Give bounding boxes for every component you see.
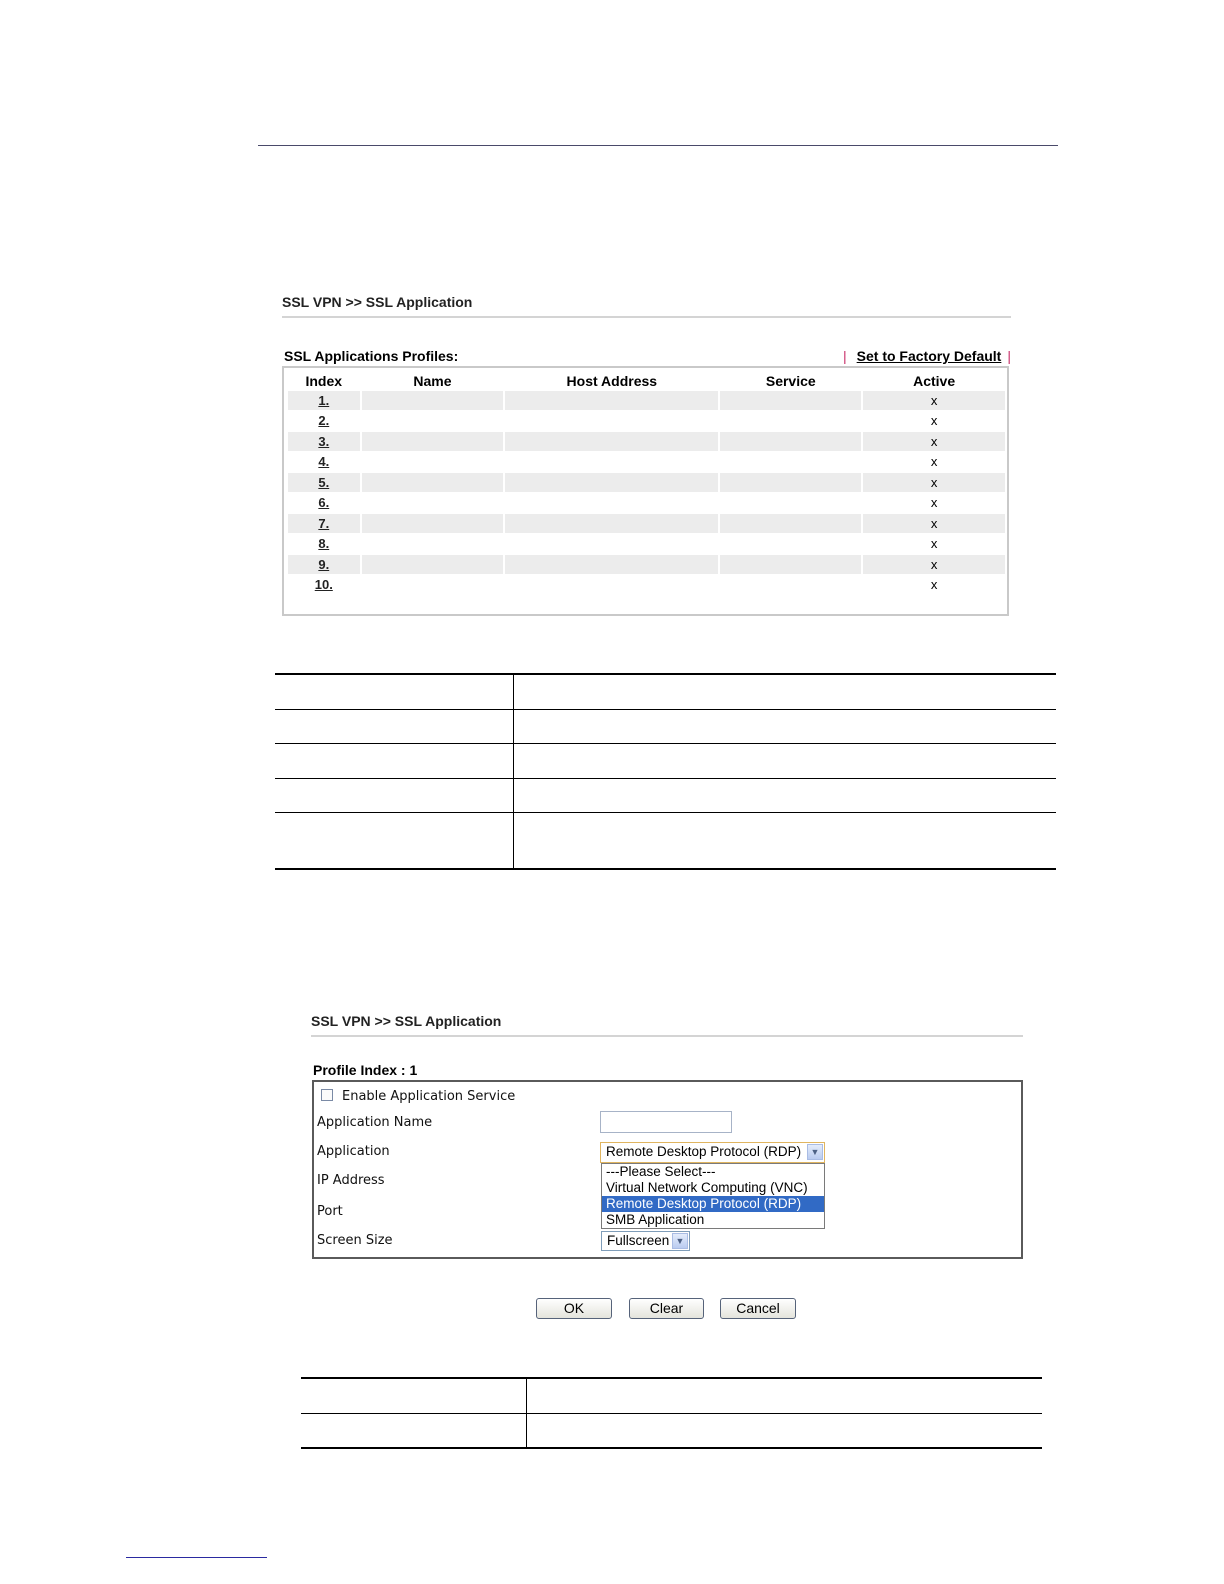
table-row bbox=[301, 1378, 1042, 1414]
cell-index bbox=[288, 494, 360, 513]
application-option-selected[interactable]: Remote Desktop Protocol (RDP) bbox=[602, 1196, 824, 1212]
profiles-table bbox=[286, 370, 1007, 596]
cell-active: x bbox=[930, 454, 938, 470]
cell-index bbox=[288, 412, 360, 431]
cell-name bbox=[362, 473, 504, 492]
cell-active: x bbox=[930, 413, 938, 429]
profile-index-link[interactable]: 2. bbox=[318, 413, 330, 429]
enable-service-checkbox[interactable] bbox=[321, 1089, 333, 1101]
cell-host bbox=[505, 432, 718, 451]
cell-host bbox=[505, 494, 718, 513]
column-header-name: Name bbox=[413, 372, 452, 389]
port-label: Port bbox=[317, 1204, 343, 1219]
description-table-2 bbox=[301, 1377, 1042, 1449]
cell-active: x bbox=[930, 577, 938, 593]
profiles-table-frame bbox=[282, 366, 1009, 616]
application-select-value: Remote Desktop Protocol (RDP) bbox=[606, 1144, 802, 1159]
cell-active: x bbox=[863, 391, 1005, 410]
enable-service-label: Enable Application Service bbox=[342, 1089, 516, 1104]
chevron-down-icon[interactable]: ▼ bbox=[807, 1144, 823, 1160]
profile-index-link[interactable]: 5. bbox=[318, 474, 330, 490]
breadcrumb: SSL VPN >> SSL Application bbox=[311, 1013, 502, 1029]
cell-host bbox=[505, 391, 718, 410]
application-option[interactable]: ---Please Select--- bbox=[606, 1164, 716, 1179]
table-row bbox=[275, 710, 1056, 744]
cell-index bbox=[288, 453, 360, 472]
cell-name bbox=[362, 514, 504, 533]
cell-name bbox=[362, 432, 504, 451]
table-row bbox=[288, 514, 1005, 533]
table-row bbox=[288, 473, 1005, 492]
ip-address-label: IP Address bbox=[317, 1173, 385, 1188]
application-select[interactable] bbox=[600, 1142, 825, 1163]
cell-active: x bbox=[863, 432, 1005, 451]
profile-index-link[interactable]: 6. bbox=[318, 495, 330, 511]
column-header-index: Index bbox=[305, 372, 343, 389]
column-header-host-address: Host Address bbox=[566, 372, 658, 389]
cell-host bbox=[505, 576, 718, 595]
profile-index-link[interactable]: 1. bbox=[318, 392, 330, 408]
description-table-1 bbox=[275, 673, 1056, 870]
table-row bbox=[288, 576, 1005, 595]
application-name-label: Application Name bbox=[317, 1115, 433, 1130]
set-factory-default-link[interactable]: Set to Factory Default bbox=[856, 348, 1002, 364]
profile-index-link[interactable]: 9. bbox=[318, 556, 330, 572]
cell-service bbox=[720, 432, 861, 451]
cell-host bbox=[505, 555, 718, 574]
cell-host bbox=[505, 514, 718, 533]
clear-button[interactable]: Clear bbox=[629, 1298, 704, 1319]
table-row bbox=[288, 432, 1005, 451]
profiles-caption: SSL Applications Profiles: bbox=[284, 348, 459, 364]
cell-service bbox=[720, 555, 861, 574]
footer-rule bbox=[126, 1557, 267, 1558]
table-row bbox=[288, 453, 1005, 472]
profile-index-link[interactable]: 8. bbox=[318, 536, 330, 552]
separator-pipe: | bbox=[1007, 348, 1011, 364]
cell-service bbox=[720, 453, 861, 472]
chevron-down-icon[interactable]: ▼ bbox=[672, 1233, 688, 1249]
cell-service bbox=[720, 535, 861, 554]
table-row bbox=[288, 555, 1005, 574]
cell-name bbox=[362, 391, 504, 410]
factory-default-area bbox=[843, 348, 1011, 364]
cell-service bbox=[720, 514, 861, 533]
profile-index-link[interactable]: 7. bbox=[318, 515, 330, 531]
table-row bbox=[275, 744, 1056, 779]
application-name-input[interactable] bbox=[600, 1111, 732, 1133]
table-row bbox=[288, 412, 1005, 431]
cell-name bbox=[362, 494, 504, 513]
cell-host bbox=[505, 453, 718, 472]
separator-pipe: | bbox=[843, 348, 847, 364]
table-row bbox=[275, 779, 1056, 813]
cell-index bbox=[288, 391, 360, 410]
application-option[interactable]: SMB Application bbox=[606, 1212, 705, 1227]
cell-host bbox=[505, 473, 718, 492]
cell-active: x bbox=[863, 473, 1005, 492]
cell-active: x bbox=[930, 536, 938, 552]
column-header-active: Active bbox=[913, 372, 956, 389]
table-row bbox=[288, 494, 1005, 513]
cancel-button[interactable]: Cancel bbox=[720, 1298, 796, 1319]
cell-service bbox=[720, 473, 861, 492]
cell-service bbox=[720, 391, 861, 410]
cell-host bbox=[505, 535, 718, 554]
profile-index-link[interactable]: 3. bbox=[318, 433, 330, 449]
page-header-rule bbox=[258, 145, 1058, 146]
cell-index bbox=[288, 576, 360, 595]
table-row bbox=[301, 1414, 1042, 1449]
table-row bbox=[275, 813, 1056, 870]
cell-active: x bbox=[863, 514, 1005, 533]
cell-name bbox=[362, 555, 504, 574]
cell-index bbox=[288, 555, 360, 574]
cell-name bbox=[362, 576, 504, 595]
breadcrumb-divider bbox=[311, 1035, 1023, 1037]
profile-index-link[interactable]: 10. bbox=[314, 577, 333, 593]
cell-service bbox=[720, 494, 861, 513]
column-header-service: Service bbox=[765, 372, 816, 389]
cell-service bbox=[720, 412, 861, 431]
breadcrumb: SSL VPN >> SSL Application bbox=[282, 294, 473, 310]
table-header-row bbox=[288, 372, 1005, 389]
table-row bbox=[288, 535, 1005, 554]
cell-index bbox=[288, 473, 360, 492]
cell-index bbox=[288, 432, 360, 451]
profile-index-link[interactable]: 4. bbox=[318, 454, 330, 470]
table-row bbox=[275, 674, 1056, 710]
application-label: Application bbox=[317, 1144, 390, 1159]
cell-index bbox=[288, 535, 360, 554]
cell-service bbox=[720, 576, 861, 595]
screen-size-select-value: Fullscreen bbox=[607, 1233, 670, 1248]
application-options-list bbox=[601, 1163, 825, 1229]
profile-index-title: Profile Index : 1 bbox=[313, 1062, 418, 1078]
cell-host bbox=[505, 412, 718, 431]
screen-size-select[interactable] bbox=[601, 1231, 690, 1251]
table-row bbox=[288, 391, 1005, 410]
cell-index bbox=[288, 514, 360, 533]
application-option[interactable]: Virtual Network Computing (VNC) bbox=[606, 1180, 808, 1195]
cell-active: x bbox=[930, 495, 938, 511]
breadcrumb-divider bbox=[282, 316, 1011, 318]
ok-button[interactable]: OK bbox=[536, 1298, 612, 1319]
cell-active: x bbox=[863, 555, 1005, 574]
cell-name bbox=[362, 535, 504, 554]
cell-name bbox=[362, 453, 504, 472]
screen-size-label: Screen Size bbox=[317, 1233, 393, 1248]
cell-name bbox=[362, 412, 504, 431]
